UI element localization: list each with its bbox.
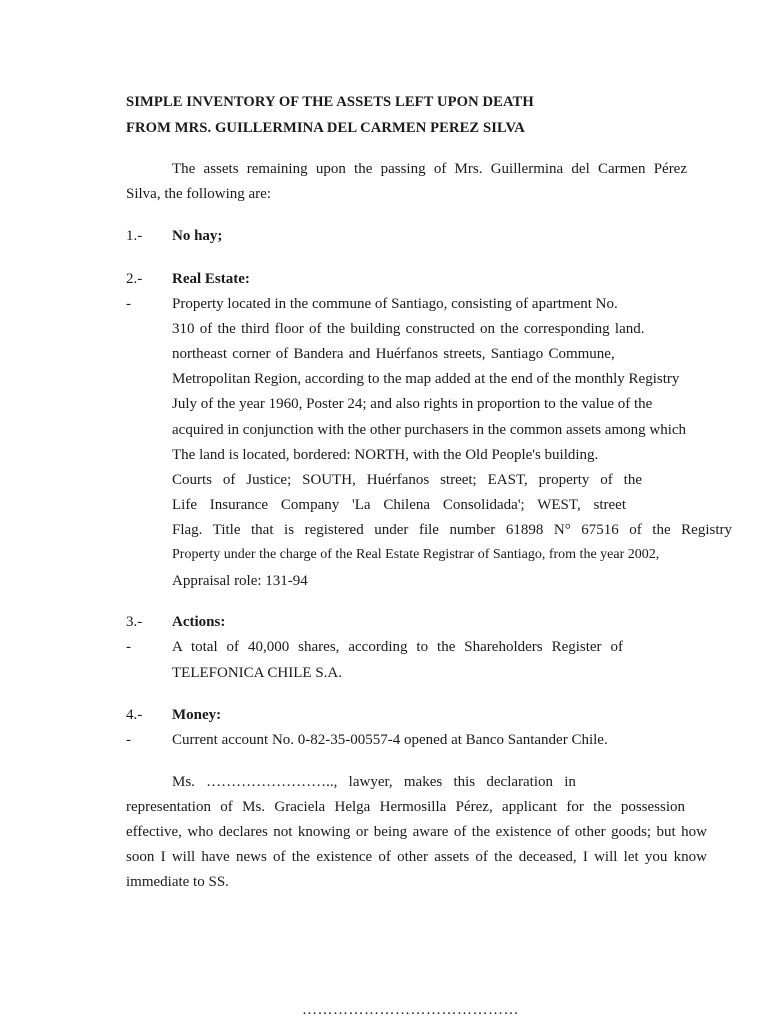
section-2-number: 2.- <box>126 271 143 287</box>
actions-line-2: TELEFONICA CHILE S.A. <box>172 665 342 681</box>
section-3-heading: Actions: <box>172 614 226 630</box>
signature-line: …………………………………… <box>302 1002 519 1018</box>
intro-line-2: Silva, the following are: <box>126 186 271 202</box>
real-estate-line-4: Metropolitan Region, according to the map added at the end of the monthly Registry <box>172 371 680 387</box>
section-3-dash: - <box>126 639 131 655</box>
section-4-heading: Money: <box>172 707 222 723</box>
real-estate-line-10: Flag. Title that is registered under file number 61898 N° 67516 of the Registry <box>172 522 732 538</box>
section-1-number: 1.- <box>126 228 143 244</box>
real-estate-line-2: 310 of the third floor of the building constructed on the corresponding land. <box>172 321 645 337</box>
real-estate-line-5: July of the year 1960, Poster 24; and also rights in proportion to the value of the <box>172 396 653 412</box>
real-estate-line-12: Appraisal role: 131-94 <box>172 573 308 589</box>
closing-line-5: immediate to SS. <box>126 874 229 890</box>
section-4-dash: - <box>126 732 131 748</box>
real-estate-line-11: Property under the charge of the Real Estate Registrar of Santiago, from the year 2002, <box>172 547 660 562</box>
real-estate-line-9: Life Insurance Company 'La Chilena Consolidada'; WEST, street <box>172 497 626 513</box>
actions-line-1: A total of 40,000 shares, according to the Shareholders Register of <box>172 639 623 655</box>
section-4-number: 4.- <box>126 707 143 723</box>
money-line-1: Current account No. 0-82-35-00557-4 opened at Banco Santander Chile. <box>172 732 608 748</box>
real-estate-line-1: Property located in the commune of Santiago, consisting of apartment No. <box>172 296 618 312</box>
section-1-heading: No hay; <box>172 228 223 244</box>
real-estate-line-3: northeast corner of Bandera and Huérfanos streets, Santiago Commune, <box>172 346 615 362</box>
closing-line-2: representation of Ms. Graciela Helga Hermosilla Pérez, applicant for the possession <box>126 799 685 815</box>
real-estate-line-8: Courts of Justice; SOUTH, Huérfanos street; EAST, property of the <box>172 472 642 488</box>
section-3-number: 3.- <box>126 614 143 630</box>
closing-line-4: soon I will have news of the existence of other assets of the deceased, I will let you know <box>126 849 707 865</box>
real-estate-line-7: The land is located, bordered: NORTH, with the Old People's building. <box>172 447 599 463</box>
closing-line-3: effective, who declares not knowing or being aware of the existence of other goods; but how <box>126 824 707 840</box>
document-title-line-1: SIMPLE INVENTORY OF THE ASSETS LEFT UPON DEATH <box>126 94 534 110</box>
document-title-line-2: FROM MRS. GUILLERMINA DEL CARMEN PEREZ SILVA <box>126 120 525 136</box>
section-2-dash: - <box>126 296 131 312</box>
closing-line-1: Ms. …………………….., lawyer, makes this declaration in <box>172 774 576 790</box>
intro-line-1: The assets remaining upon the passing of Mrs. Guillermina del Carmen Pérez <box>172 161 687 177</box>
real-estate-line-6: acquired in conjunction with the other purchasers in the common assets among which <box>172 422 687 438</box>
section-2-heading: Real Estate: <box>172 271 250 287</box>
